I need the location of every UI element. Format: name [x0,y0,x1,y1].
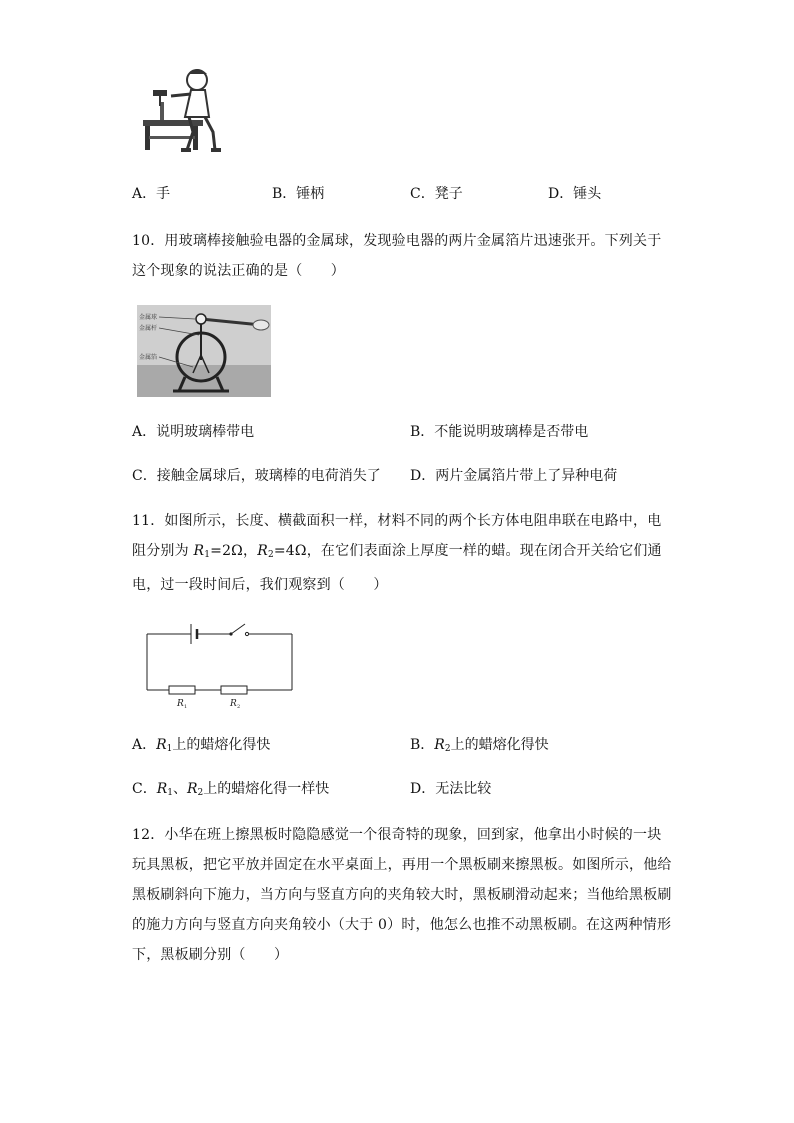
q11-fig-label-r1: R [177,699,184,709]
q10-option-a: A．说明玻璃棒带电 [132,424,255,440]
q11-figure-circuit [145,620,295,710]
q12-stem: 12．小华在班上擦黑板时隐隐感觉一个很奇特的现象，回到家，他拿出小时候的一块玩具黑板，把它平放并固定在水平桌面上，再用一个黑板刷来擦黑板。如图所示，他给黑板刷斜向下施力，当方向与竖直方向的夹角较大时，黑板刷滑动起来；当他给黑板刷的施力方向与竖直方向夹角较小（大于 0）时，他怎么也推不动黑板刷。在这两种情形下，黑板刷分别（ ） [132,827,672,963]
q10-option-d: D．两片金属箔片带上了异种电荷 [410,468,618,484]
q10-figure-electroscope [137,305,271,397]
q10-option-b: B．不能说明玻璃棒是否带电 [410,424,589,440]
q9-figure-boy-hammering [135,62,230,157]
q9-option-a: A．手 [132,186,171,202]
q11-option-a: A．$R_1$上的蜡熔化得快 [132,737,271,754]
q10-fig-label-leaf: 金属箔 [139,354,158,361]
svg-text:2: 2 [237,704,241,710]
q10-fig-label-ball: 金属球 [139,314,158,321]
q10-option-c: C．接触金属球后，玻璃棒的电荷消失了 [132,468,381,484]
q9-option-b: B．锤柄 [272,186,325,202]
q10-fig-label-rod: 金属杆 [139,325,158,332]
q11-stem: 11．如图所示，长度、横截面积一样，材料不同的两个长方体电阻串联在电路中，电阻分别为 $R_1=2\Omega$，$R_2=4\Omega$，在它们表面涂上厚度一样的蜡。现在闭合开关给它们通电，过一段时间后，我们观察到（ ） [132,513,662,593]
q11-option-c: C．$R_1$、$R_2$上的蜡熔化得一样快 [132,781,330,798]
q11-option-d: D．无法比较 [410,781,492,797]
q9-option-c: C．凳子 [410,186,463,202]
q11-fig-label-r2: R [230,699,237,709]
q11-option-b: B．$R_2$上的蜡熔化得快 [410,737,549,754]
svg-text:1: 1 [184,704,188,710]
q10-stem: 10．用玻璃棒接触验电器的金属球，发现验电器的两片金属箔片迅速张开。下列关于这个现象的说法正确的是（ ） [132,233,662,279]
q9-option-d: D．锤头 [548,186,602,202]
